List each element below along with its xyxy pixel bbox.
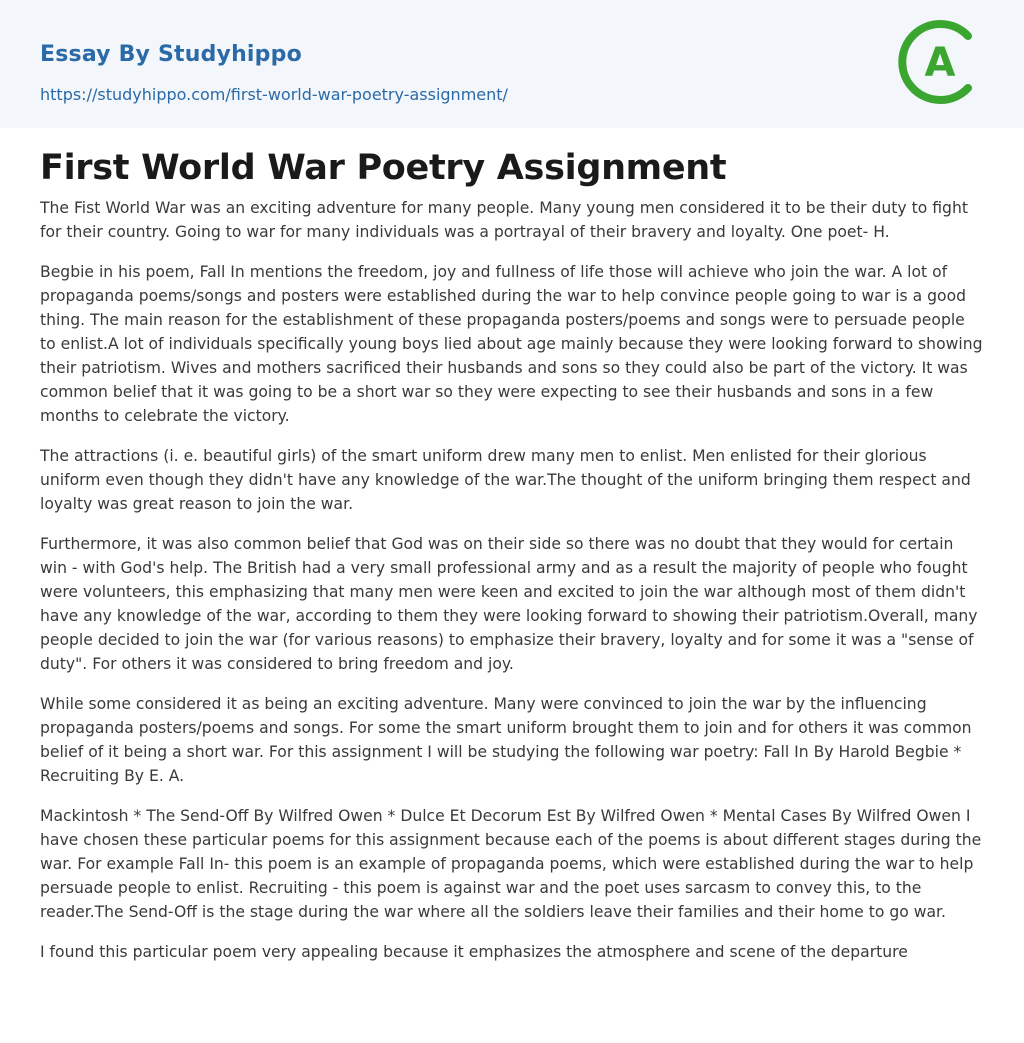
article-paragraph: I found this particular poem very appealing because it emphasizes the atmosphere and scene of the departure: [40, 943, 908, 961]
article-paragraph: While some considered it as being an exciting adventure. Many were convinced to join the war by the influencing propaganda posters/poems and songs. For some the smart uniform brought them to join and for others it was common belief of it being a short war. For this assignment I will be studying the following war poetry: Fall In By Harold Begbie * Recruiting By E. A.: [40, 695, 972, 785]
brand-title[interactable]: Essay By Studyhippo: [40, 42, 302, 67]
studyhippo-logo-icon[interactable]: [896, 16, 988, 108]
article-paragraph: Furthermore, it was also common belief that God was on their side so there was no doubt that they would for certain win - with God's help. The British had a very small professional army and as a result the majority of people who fought were volunteers, this emphasizing that many men were keen and excited to join the war although most of them didn't have any knowledge of the war, according to them they were looking forward to showing their patriotism.Overall, many people decided to join the war (for various reasons) to emphasize their bravery, loyalty and for some it was a "sense of duty". For others it was considered to bring freedom and joy.: [40, 535, 978, 673]
article-paragraph: The Fist World War was an exciting adventure for many people. Many young men considered it to be their duty to fight for their country. Going to war for many individuals was a portrayal of their bravery and loyalty. One poet- H.: [40, 199, 968, 241]
article-title: First World War Poetry Assignment: [40, 148, 727, 188]
site-header: [0, 0, 1024, 128]
article-body: [40, 146, 985, 980]
article-paragraph: Mackintosh * The Send-Off By Wilfred Owen * Dulce Et Decorum Est By Wilfred Owen * Mental Cases By Wilfred Owen I have chosen these particular poems for this assignment because each of the poems is about different stages during the war. For example Fall In- this poem is an example of propaganda poems, which were established during the war to help persuade people to enlist. Recruiting - this poem is against war and the poet uses sarcasm to convey this, to the reader.The Send-Off is the stage during the war where all the soldiers leave their families and their home to go war.: [40, 807, 982, 921]
article-paragraph: The attractions (i. e. beautiful girls) of the smart uniform drew many men to enlist. Men enlisted for their glorious uniform even though they didn't have any knowledge of the war.The thought of the uniform bringing them respect and loyalty was great reason to join the war.: [40, 447, 971, 513]
page-url-link[interactable]: https://studyhippo.com/first-world-war-poetry-assignment/: [40, 85, 508, 104]
article-paragraph: Begbie in his poem, Fall In mentions the freedom, joy and fullness of life those will achieve who join the war. A lot of propaganda poems/songs and posters were established during the war to help convince people going to war is a good thing. The main reason for the establishment of these propaganda posters/poems and songs were to persuade people to enlist.A lot of individuals specifically young boys lied about age mainly because they were looking forward to showing their patriotism. Wives and mothers sacrificed their husbands and sons so they could also be part of the victory. It was common belief that it was going to be a short war so they were expecting to see their husbands and sons in a few months to celebrate the victory.: [40, 263, 983, 425]
logo-letter: A: [924, 40, 956, 86]
